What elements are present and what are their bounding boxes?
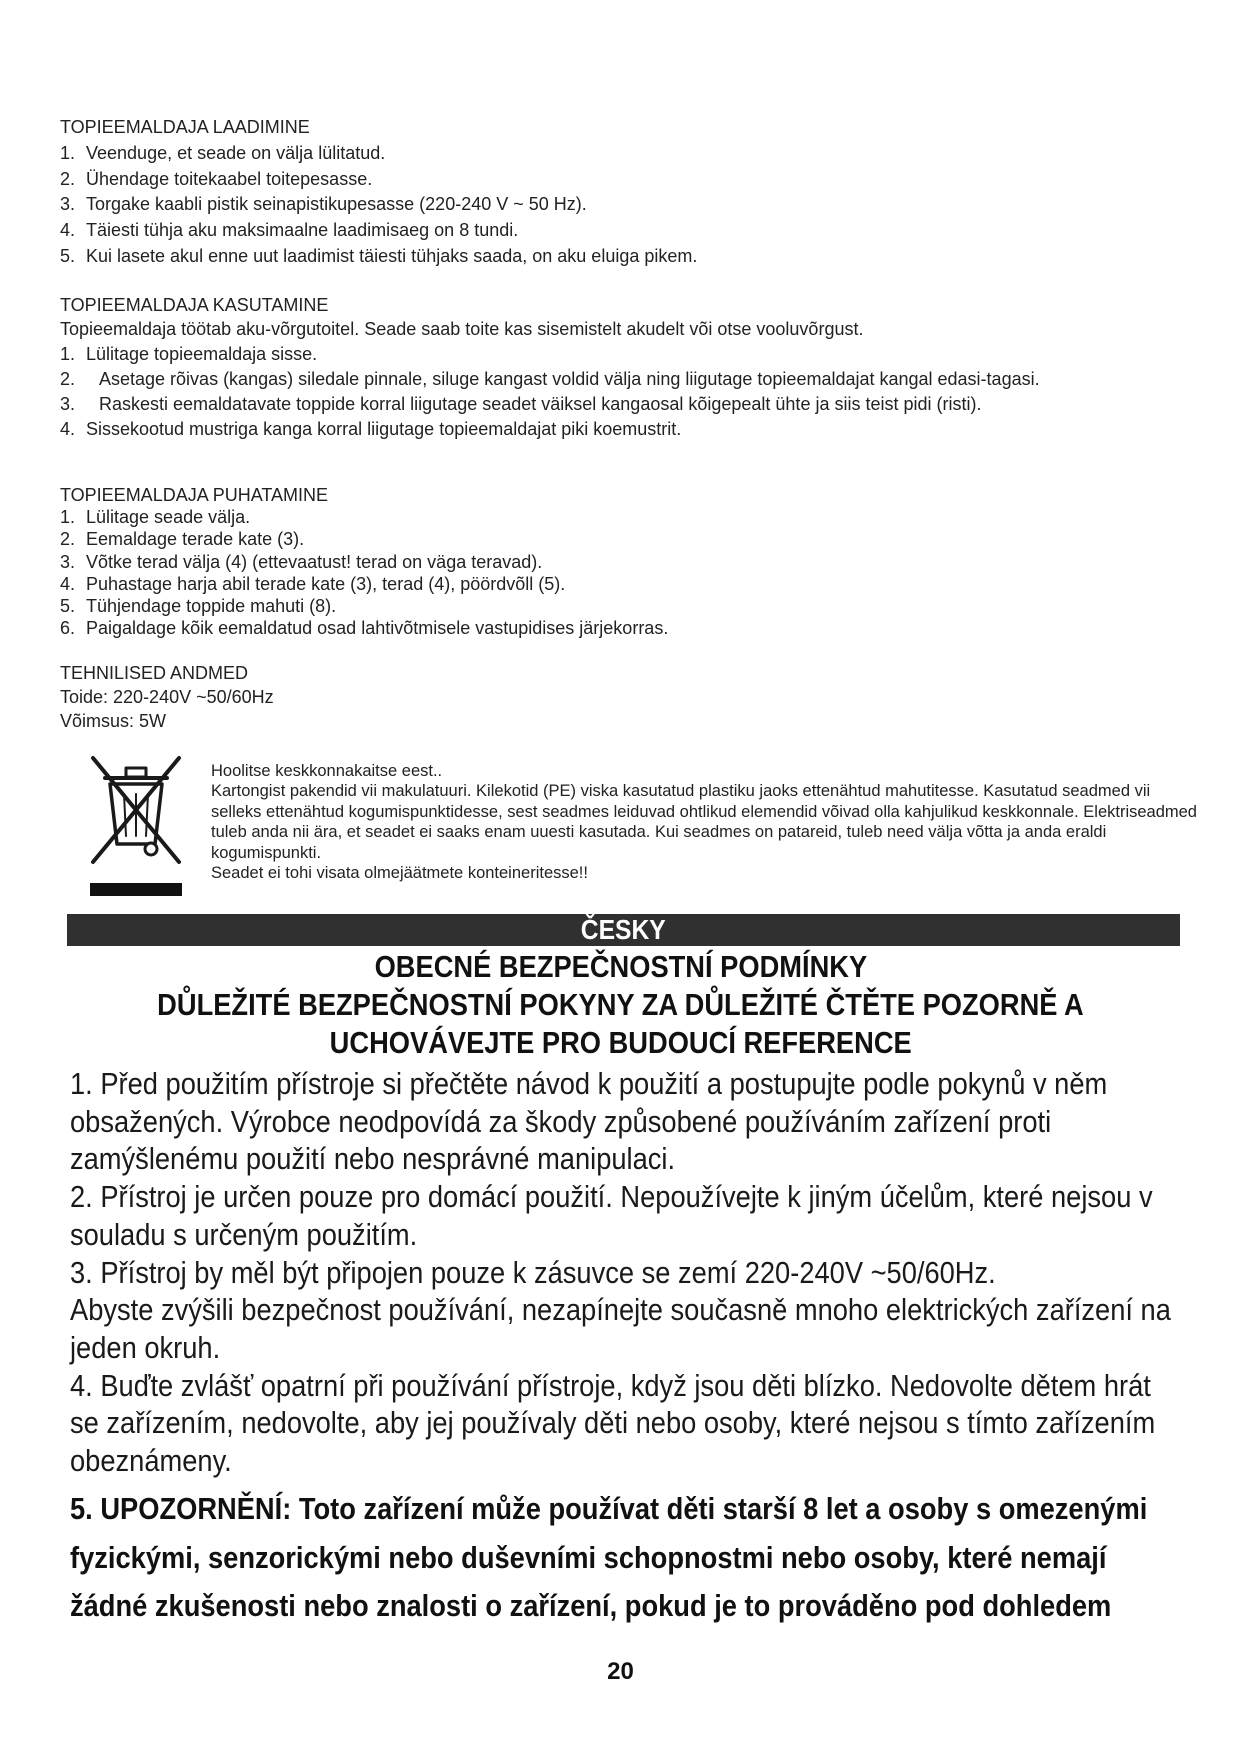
- instruction-line: obeznámeny.: [70, 1443, 232, 1479]
- warning-line: fyzickými, senzorickými nebo duševními schopnostmi nebo osoby, které nemají: [70, 1539, 1107, 1575]
- step-number: 3.: [60, 551, 76, 572]
- recycling-line-2: Kartongist pakendid vii makulatuuri. Kilekotid (PE) viska kasutatud plastiku jaoks ettenähtud mahutitesse. Kasutatud seadmed vii: [211, 782, 1151, 801]
- recycling-notice: [211, 761, 1197, 883]
- recycling-line-5: kogumispunkti.: [211, 843, 322, 862]
- spec-power-supply: Toide: 220-240V ~50/60Hz: [60, 687, 274, 707]
- cleaning-step-4: [60, 573, 668, 595]
- cleaning-step-1: [60, 506, 668, 528]
- instruction-line: jeden okruh.: [70, 1329, 221, 1365]
- recycling-line-3: selleks ettenähtud kogumispunktidesse, sest seadmes leiduvad ohtlikud elemendid võivad olla kahjulikud keskkonnale. Elektriseadmed: [211, 802, 1197, 821]
- charging-section: [60, 115, 697, 270]
- step-text: Raskesti eemaldatavate toppide korral liigutage seadet väiksel kangaosal kõigepealt ühte ja siis teist pidi (risti).: [99, 393, 982, 414]
- language-banner-label: ČESKY: [581, 914, 666, 945]
- instruction-line: 4. Buďte zvlášť opatrní při používání přístroje, když jsou děti blízko. Nedovolte dětem hrát: [70, 1367, 1151, 1403]
- step-text: Lülitage topieemaldaja sisse.: [86, 344, 318, 365]
- warning-paragraph: [70, 1485, 1241, 1631]
- instruction-line: 3. Přístroj by měl být připojen pouze k zásuvce se zemí 220-240V ~50/60Hz.: [70, 1254, 996, 1290]
- specs-section: [60, 661, 274, 733]
- usage-section: [60, 293, 1040, 442]
- step-text: Paigaldage kõik eemaldatud osad lahtivõtmisele vastupidises järjekorras.: [86, 618, 669, 639]
- step-number: 5.: [60, 596, 76, 617]
- step-number: 2.: [60, 529, 76, 550]
- instruction-line: obsažených. Výrobce neodpovídá za škody způsobené používáním zařízení proti: [70, 1103, 1052, 1139]
- step-number: 1.: [60, 344, 76, 365]
- recycling-line-6: Seadet ei tohi visata olmejäätmete konteineritesse!!: [211, 864, 588, 883]
- step-text: Puhastage harja abil terade kate (3), terad (4), pöördvõll (5).: [86, 573, 566, 594]
- charging-step-1: [60, 141, 697, 167]
- charging-title: TOPIEEMALDAJA LAADIMINE: [60, 117, 310, 137]
- safety-heading: [0, 948, 1241, 1062]
- usage-step-4: [60, 417, 1040, 442]
- cleaning-step-6: [60, 617, 668, 639]
- warning-line: žádné zkušenosti nebo znalosti o zařízení, pokud je to prováděno pod dohledem: [70, 1588, 1112, 1623]
- recycle-symbol-bar: [90, 883, 182, 896]
- step-text: Kui lasete akul enne uut laadimist täiesti tühjaks saada, on aku eluiga pikem.: [86, 245, 698, 266]
- recycling-line-4: tuleb anda nii ära, et seadet ei saaks enam uuesti kasutada. Kui seadmes on patareid, tuleb need välja võtta ja anda eraldi: [211, 823, 1107, 842]
- step-text: Sissekootud mustriga kanga korral liigutage topieemaldajat piki koemustrit.: [86, 418, 682, 439]
- step-number: 4.: [60, 220, 76, 241]
- step-text: Tühjendage toppide mahuti (8).: [86, 596, 337, 617]
- usage-step-3: [60, 392, 1040, 417]
- safety-heading-line-1: OBECNÉ BEZPEČNOSTNÍ PODMÍNKY: [374, 949, 867, 984]
- step-text: Lülitage seade välja.: [86, 507, 251, 528]
- usage-title: TOPIEEMALDAJA KASUTAMINE: [60, 294, 329, 315]
- language-banner: [67, 914, 1180, 946]
- charging-step-3: [60, 192, 697, 218]
- crossed-out-wheelie-bin-icon: [88, 752, 184, 868]
- step-text: Torgake kaabli pistik seinapistikupesasse (220-240 V ~ 50 Hz).: [86, 194, 587, 215]
- usage-intro: Topieemaldaja töötab aku-võrgutoitel. Seade saab toite kas sisemistelt akudelt või otse vooluvõrgust.: [60, 319, 864, 340]
- usage-step-2: [60, 367, 1040, 392]
- specs-title: TEHNILISED ANDMED: [60, 663, 249, 683]
- safety-instructions: [70, 1065, 1241, 1480]
- safety-heading-line-3: UCHOVÁVEJTE PRO BUDOUCÍ REFERENCE: [329, 1025, 912, 1060]
- step-number: 3.: [60, 393, 76, 414]
- step-number: 6.: [60, 618, 76, 639]
- charging-step-4: [60, 218, 697, 244]
- step-number: 1.: [60, 142, 76, 163]
- charging-step-2: [60, 167, 697, 193]
- instruction-line: souladu s určeným použitím.: [70, 1216, 418, 1252]
- step-number: 1.: [60, 507, 76, 528]
- cross-lines: [93, 758, 179, 862]
- step-number: 5.: [60, 245, 76, 266]
- spec-wattage: Võimsus: 5W: [60, 711, 167, 731]
- step-text: Täiesti tühja aku maksimaalne laadimisaeg on 8 tundi.: [86, 220, 519, 241]
- instruction-line: se zařízením, nedovolte, aby jej používaly děti nebo osoby, které nejsou s tímto zařízením: [70, 1405, 1156, 1441]
- recycling-line-1: Hoolitse keskkonnakaitse eest..: [211, 762, 443, 780]
- instruction-line: 1. Před použitím přístroje si přečtěte návod k použití a postupujte podle pokynů v něm: [70, 1066, 1108, 1101]
- step-text: Võtke terad välja (4) (ettevaatust! terad on väga teravad).: [86, 551, 543, 572]
- instruction-line: Abyste zvýšili bezpečnost používání, nezapínejte současně mnoho elektrických zařízení na: [70, 1292, 1171, 1328]
- step-number: 2.: [60, 168, 76, 189]
- step-number: 4.: [60, 418, 76, 439]
- cleaning-section: [60, 484, 668, 639]
- step-text: Asetage rõivas (kangas) siledale pinnale, siluge kangast voldid välja ning liigutage topieemaldajat kangal edasi-tagasi.: [99, 368, 1040, 389]
- cleaning-step-2: [60, 528, 668, 550]
- safety-heading-line-2: DŮLEŽITÉ BEZPEČNOSTNÍ POKYNY ZA DŮLEŽITÉ ČTĚTE POZORNĚ A: [157, 987, 1084, 1022]
- cleaning-title: TOPIEEMALDAJA PUHATAMINE: [60, 485, 329, 505]
- cleaning-step-3: [60, 551, 668, 573]
- step-number: 3.: [60, 194, 76, 215]
- charging-step-5: [60, 244, 697, 270]
- step-text: Veenduge, et seade on välja lülitatud.: [86, 142, 386, 163]
- page-number: 20: [607, 1658, 634, 1685]
- step-number: 4.: [60, 573, 76, 594]
- step-text: Eemaldage terade kate (3).: [86, 529, 305, 550]
- usage-step-1: [60, 342, 1040, 367]
- cleaning-step-5: [60, 595, 668, 617]
- warning-line: 5. UPOZORNĚNÍ: Toto zařízení může používat děti starší 8 let a osoby s omezenými: [70, 1491, 1148, 1526]
- step-number: 2.: [60, 368, 76, 389]
- instruction-line: zamýšlenému použití nebo nesprávné manipulaci.: [70, 1141, 676, 1177]
- step-text: Ühendage toitekaabel toitepesasse.: [86, 168, 373, 189]
- instruction-line: 2. Přístroj je určen pouze pro domácí použití. Nepoužívejte k jiným účelům, které nejsou v: [70, 1179, 1153, 1215]
